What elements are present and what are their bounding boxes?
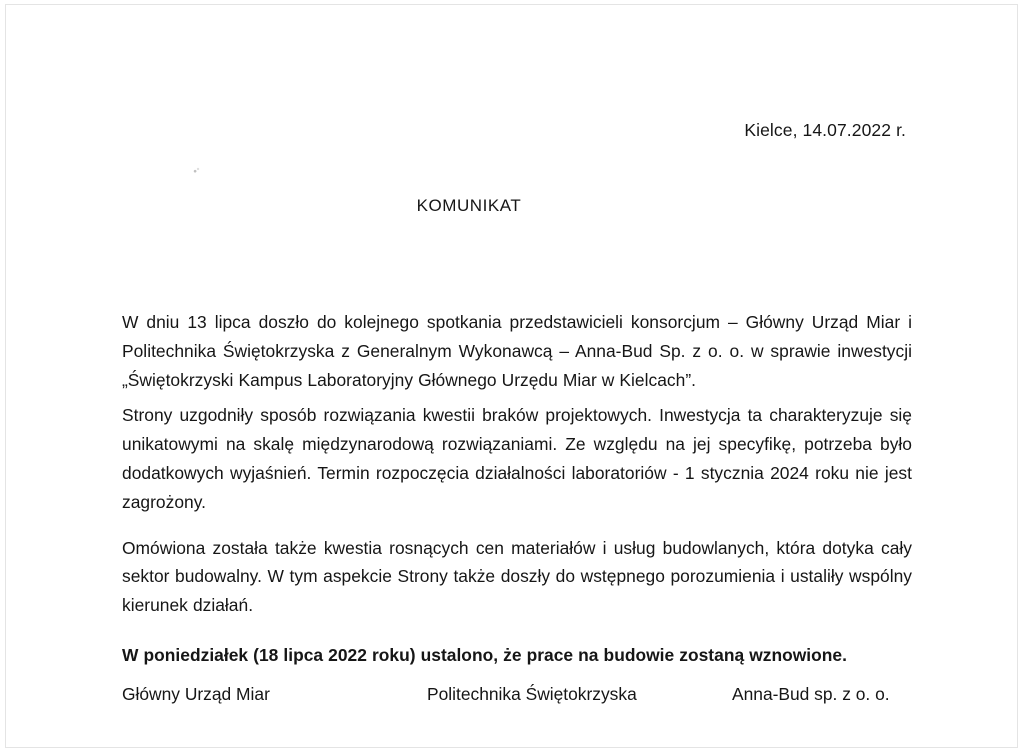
document-title: KOMUNIKAT: [416, 196, 522, 215]
document-body: [122, 308, 912, 670]
signature-row: [122, 681, 912, 707]
signature-gum: Główny Urząd Miar: [122, 684, 270, 704]
paragraph-2: Strony uzgodniły sposób rozwiązania kwestii braków projektowych. Inwestycja ta charakteryzuje się unikatowymi na skalę międzynarodową rozwiązaniami. Ze względu na jej specyfikę, potrzeba było dodatkowych wyjaśnień. Termin rozpoczęcia działalności laboratoriów - 1 stycznia 2024 roku nie jest zagrożony.: [122, 405, 912, 512]
paragraph-3: Omówiona została także kwestia rosnących cen materiałów i usług budowlanych, która dotyka cały sektor budowalny. W tym aspekcie Strony także doszły do wstępnego porozumienia i ustaliły wspólny kierunek działań.: [122, 537, 912, 616]
paragraph-1: W dniu 13 lipca doszło do kolejnego spotkania przedstawicieli konsorcjum – Główny Urząd Miar i Politechnika Świętokrzyska z Generalnym Wykonawcą – Anna-Bud Sp. z o. o. w sprawie inwestycji „Świętokrzyski Kampus Laboratoryjny Głównego Urzędu Miar w Kielcach”.: [122, 312, 912, 390]
signature-annabud: Anna-Bud sp. z o. o.: [732, 684, 890, 704]
signature-politechnika: Politechnika Świętokrzyska: [427, 684, 637, 704]
paragraph-4-highlight: W poniedziałek (18 lipca 2022 roku) ustalono, że prace na budowie zostaną wznowione.: [122, 644, 847, 665]
scan-artifact-speck: [193, 167, 200, 174]
document-date-line: Kielce, 14.07.2022 r.: [744, 120, 906, 140]
